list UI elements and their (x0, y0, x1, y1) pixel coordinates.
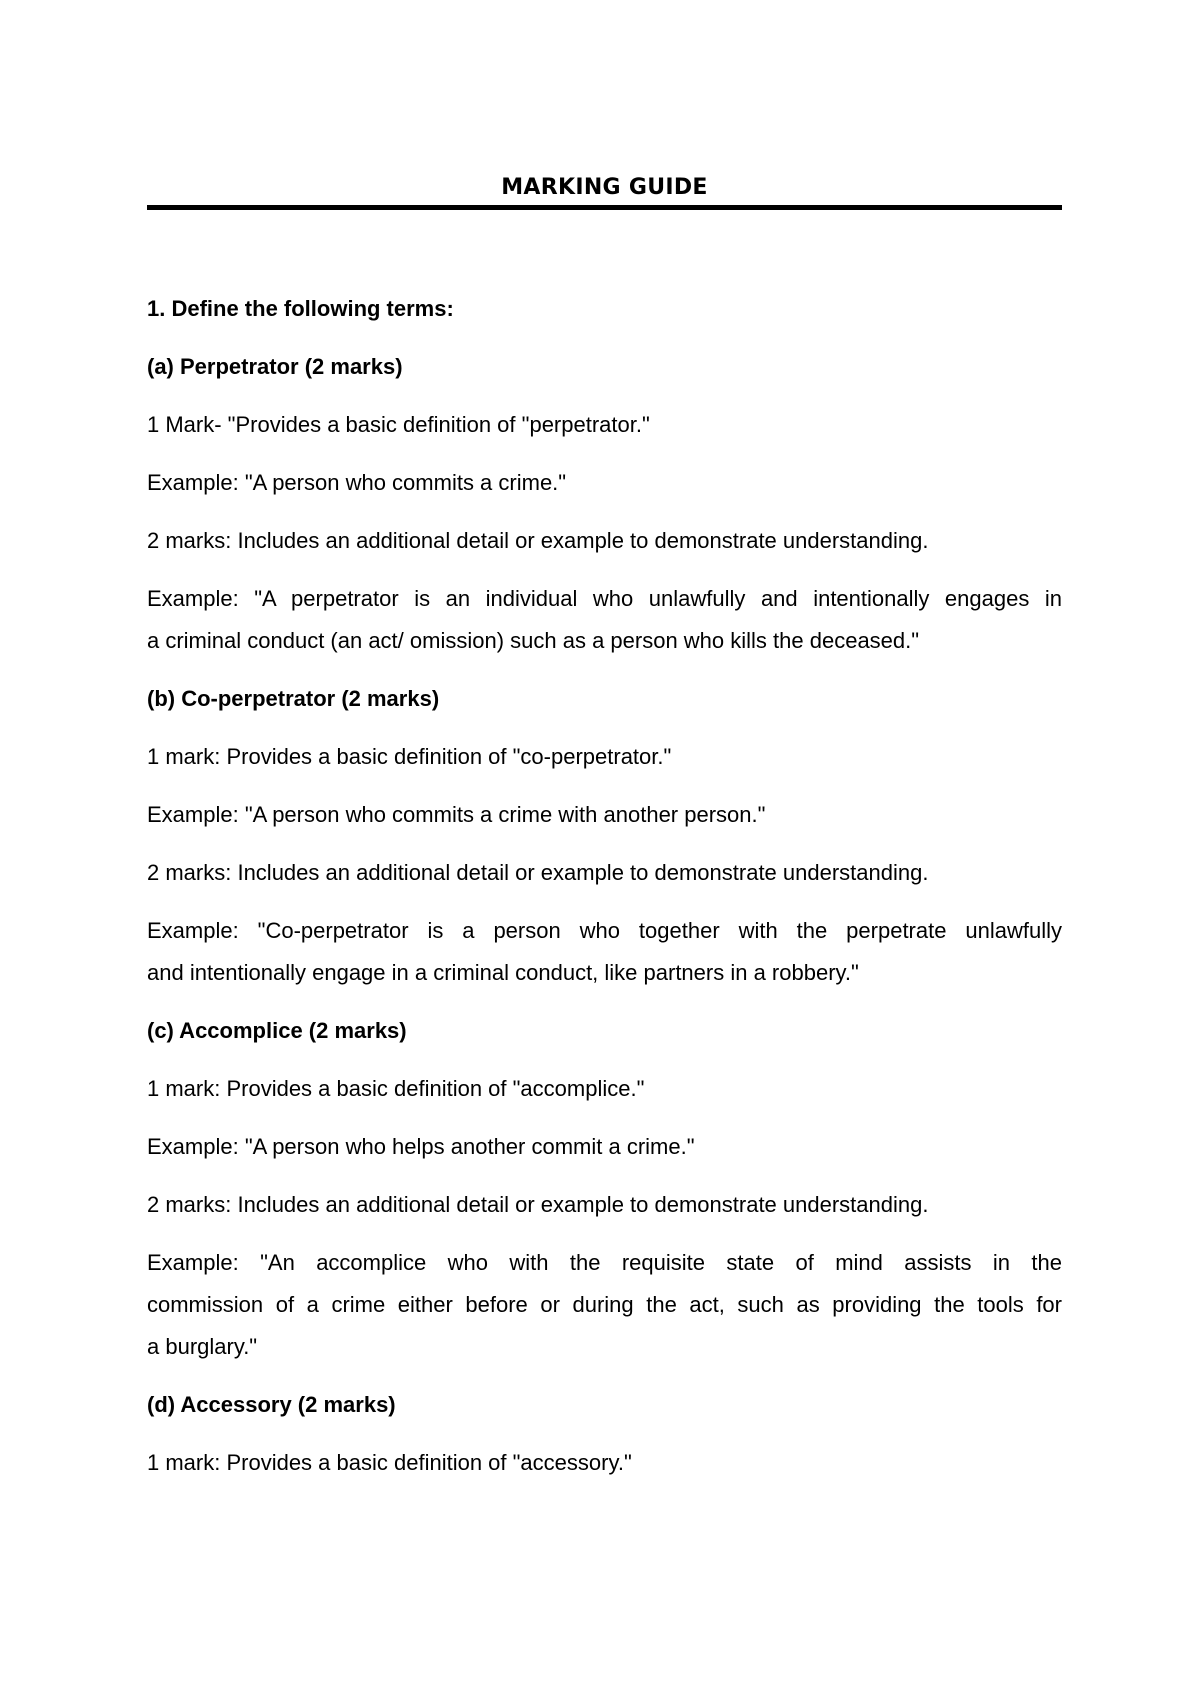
section-c-example1: Example: "A person who helps another commit a crime." (147, 1134, 695, 1159)
question-heading: 1. Define the following terms: (147, 296, 454, 321)
section-b-example1: Example: "A person who commits a crime with another person." (147, 802, 766, 827)
section-d-heading: (d) Accessory (2 marks) (147, 1392, 396, 1417)
section-b-example2-line2: and intentionally engage in a criminal conduct, like partners in a robbery." (147, 960, 859, 985)
section-c-example2-line2: commission of a crime either before or during the act, such as providing the tools for (147, 1292, 1062, 1317)
page-title: MARKING GUIDE (501, 175, 708, 200)
section-a-example2-line2: a criminal conduct (an act/ omission) such as a person who kills the deceased." (147, 628, 920, 653)
section-a-mark2: 2 marks: Includes an additional detail or example to demonstrate understanding. (147, 528, 929, 553)
section-a-mark1: 1 Mark- "Provides a basic definition of "perpetrator." (147, 412, 650, 437)
section-c-mark1: 1 mark: Provides a basic definition of "accomplice." (147, 1076, 645, 1101)
section-c-heading: (c) Accomplice (2 marks) (147, 1018, 407, 1043)
section-b-mark1: 1 mark: Provides a basic definition of "co-perpetrator." (147, 744, 672, 769)
section-b-heading: (b) Co-perpetrator (2 marks) (147, 686, 440, 711)
section-c-example2-line3: a burglary." (147, 1334, 258, 1359)
section-c-mark2: 2 marks: Includes an additional detail or example to demonstrate understanding. (147, 1192, 929, 1217)
section-a-example2-line1: Example: "A perpetrator is an individual who unlawfully and intentionally engages in (147, 586, 1062, 611)
section-c-example2-line1: Example: "An accomplice who with the requisite state of mind assists in the (147, 1250, 1062, 1275)
section-a-example1: Example: "A person who commits a crime." (147, 470, 567, 495)
title-underline (147, 205, 1062, 210)
section-b-mark2: 2 marks: Includes an additional detail or example to demonstrate understanding. (147, 860, 929, 885)
section-b-example2-line1: Example: "Co-perpetrator is a person who together with the perpetrate unlawfully (147, 918, 1062, 943)
section-d-mark1: 1 mark: Provides a basic definition of "accessory." (147, 1450, 632, 1475)
section-a-heading: (a) Perpetrator (2 marks) (147, 354, 403, 379)
